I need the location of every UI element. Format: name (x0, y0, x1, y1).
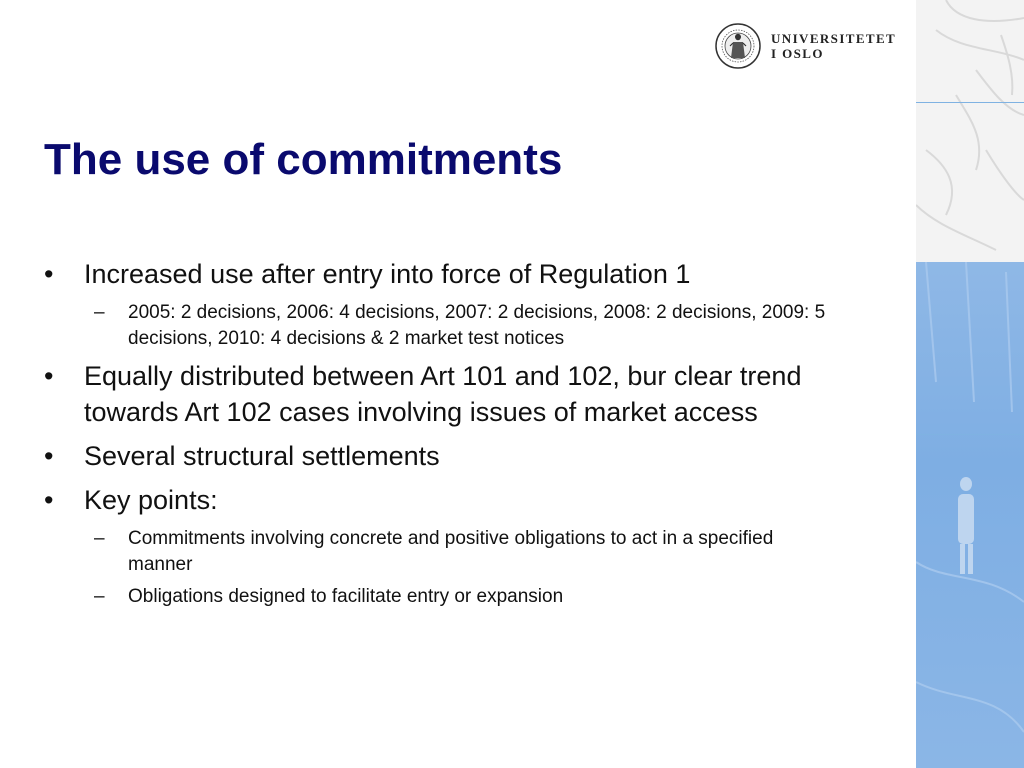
university-seal-icon (714, 22, 762, 70)
slide-body (44, 256, 904, 616)
side-strip-divider (916, 102, 1024, 103)
sculpture-line-art-icon (916, 0, 1024, 262)
dash-marker: – (94, 302, 105, 323)
side-strip-blue-panel (916, 262, 1024, 768)
bullet-item (44, 358, 894, 430)
bullet-item (44, 438, 894, 474)
sub-bullet-item (44, 526, 828, 578)
slide-title: The use of commitments (44, 135, 563, 184)
university-name-line2: I OSLO (771, 46, 824, 61)
sub-bullet-text: Commitments involving concrete and positive obligations to act in a specified manner (128, 528, 774, 575)
statue-silhouette-icon (916, 262, 1024, 768)
side-strip-upper-panel (916, 0, 1024, 262)
bullet-item (44, 256, 894, 292)
sub-bullet-item (44, 300, 828, 352)
university-logo (714, 22, 904, 70)
sub-bullet-item (44, 584, 828, 610)
bullet-marker: • (44, 361, 54, 391)
bullet-marker: • (44, 441, 54, 471)
bullet-text: Several structural settlements (84, 441, 440, 471)
dash-marker: – (94, 586, 105, 607)
university-name (771, 31, 896, 61)
sub-bullet-text: 2005: 2 decisions, 2006: 4 decisions, 2007: 2 decisions, 2008: 2 decisions, 2009: 5 decisions, 2010: 4 decisions & 2 market test notices (128, 302, 826, 349)
dash-marker: – (94, 528, 105, 549)
sub-bullet-text: Obligations designed to facilitate entry or expansion (128, 586, 564, 607)
bullet-item (44, 482, 894, 518)
bullet-text: Increased use after entry into force of Regulation 1 (84, 259, 691, 289)
decorative-side-strip (916, 0, 1024, 768)
bullet-marker: • (44, 485, 54, 515)
side-strip-divider (916, 434, 1024, 435)
bullet-text: Equally distributed between Art 101 and 102, bur clear trend towards Art 102 cases involving issues of market access (84, 361, 802, 427)
university-name-line1: UNIVERSITETET (771, 31, 897, 46)
bullet-marker: • (44, 259, 54, 289)
bullet-text: Key points: (84, 485, 218, 515)
